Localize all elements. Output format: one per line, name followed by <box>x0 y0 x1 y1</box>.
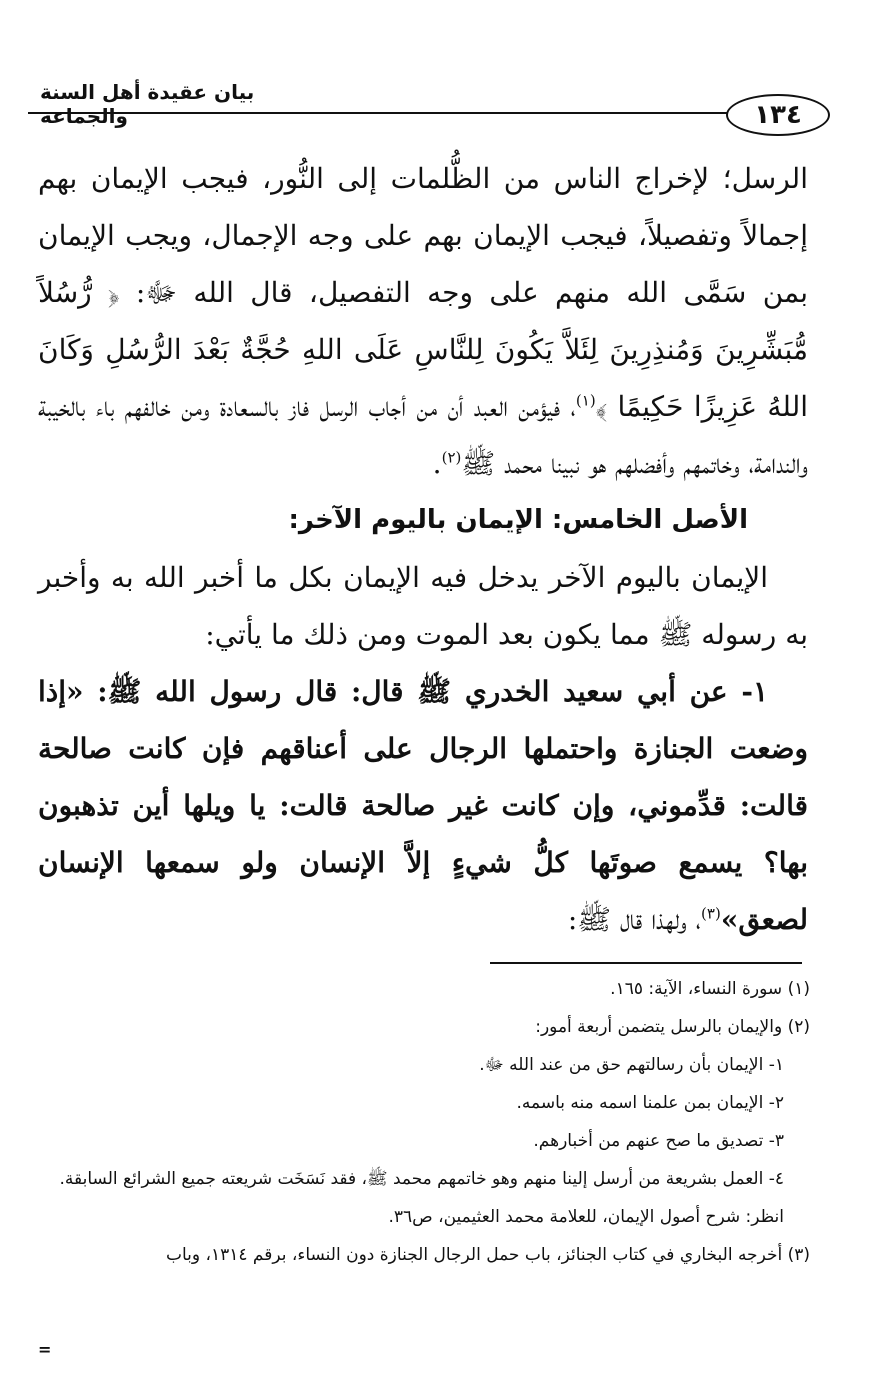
footnote-2-item: ٢- الإيمان بمن علمنا اسمه منه باسمه. <box>516 1093 784 1113</box>
footnotes <box>30 970 810 1274</box>
footnote-2-source: انظر: شرح أصول الإيمان، للعلامة محمد العثيمين، ص٣٦. <box>388 1207 784 1227</box>
paragraph-text: ، فيؤمن العبد أن من أجاب الرسل فاز بالسعادة ومن خالفهم باء بالخيبة والندامة، وخاتمهم وأفضلهم هو نبينا محمد ﷺ <box>38 390 808 480</box>
footnote-ref-2[interactable]: (٢) <box>441 448 462 467</box>
hadith-text: «إذا وضعت الجنازة واحتملها الرجال على أعناقهم فإن كانت صالحة قالت: قدِّموني، وإن كانت غير صالحة قالت: يا ويلها أين تذهبون بها؟ يسمع صوتَها كلُّ شيءٍ إلاَّ الإنسان ولو سمعها الإنسان لصعق» <box>38 675 808 936</box>
footnote-2-title: (٢) والإيمان بالرسل يتضمن أربعة أمور: <box>535 1017 810 1037</box>
footnote-1: (١) سورة النساء، الآية: ١٦٥. <box>610 979 810 999</box>
paragraph-end: . <box>432 447 442 480</box>
footnote-ref-1[interactable]: (١) <box>575 391 596 410</box>
footnote-ref-3[interactable]: (٣) <box>701 904 721 923</box>
main-text <box>38 150 808 948</box>
paragraph-text: الرسل؛ لإخراج الناس من الظُّلمات إلى النُّور، فيجب الإيمان بهم إجمالاً وتفصيلاً، فيجب الإيمان بهم على وجه الإجمال، ويجب الإيمان بمن سَمَّى الله منهم على وجه التفصيل، قال الله ﷻ: ﴿ رُّسُلاً مُّبَشِّرِينَ وَمُنذِرِينَ لِئَلاَّ يَكُونَ لِلنَّاسِ عَلَى اللهِ حُجَّةٌ بَعْدَ الرُّسُلِ وَكَانَ اللهُ عَزِيزًا حَكِيمًا ﴾ <box>38 162 809 423</box>
page-number: ١٣٤ <box>726 94 830 136</box>
page-header <box>28 72 828 132</box>
running-title: بيان عقيدة أهل السنة والجماعة <box>40 80 255 128</box>
paragraph-text: ، ولهذا قال ﷺ: <box>567 903 702 936</box>
header-rule <box>28 112 728 114</box>
section-heading: الأصل الخامس: الإيمان باليوم الآخر: <box>288 505 748 535</box>
footnote-2-item: ٤- العمل بشريعة من أرسل إلينا منهم وهو خاتمهم محمد ﷺ، فقد نَسَخَت شريعته جميع الشرائع السابقة. <box>59 1169 784 1189</box>
paragraph-messengers <box>38 150 808 492</box>
footnote-2-item: ١- الإيمان بأن رسالتهم حق من عند الله ﷻ. <box>479 1055 784 1075</box>
footnote-divider <box>490 962 802 964</box>
footnote-2-item: ٣- تصديق ما صح عنهم من أخبارهم. <box>533 1131 784 1151</box>
footnote-3: (٣) أخرجه البخاري في كتاب الجنائز، باب حمل الرجال الجنازة دون النساء، برقم ١٣١٤، وباب <box>165 1245 810 1265</box>
paragraph-hadith <box>38 663 808 948</box>
paragraph-last-day: الإيمان باليوم الآخر يدخل فيه الإيمان بكل ما أخبر الله به وأخبر به رسوله ﷺ مما يكون بعد الموت ومن ذلك ما يأتي: <box>38 561 808 651</box>
hadith-intro: ١- عن أبي سعيد الخدري ﷺ قال: قال رسول الله ﷺ: <box>83 675 768 708</box>
continuation-mark: = <box>38 1340 52 1359</box>
